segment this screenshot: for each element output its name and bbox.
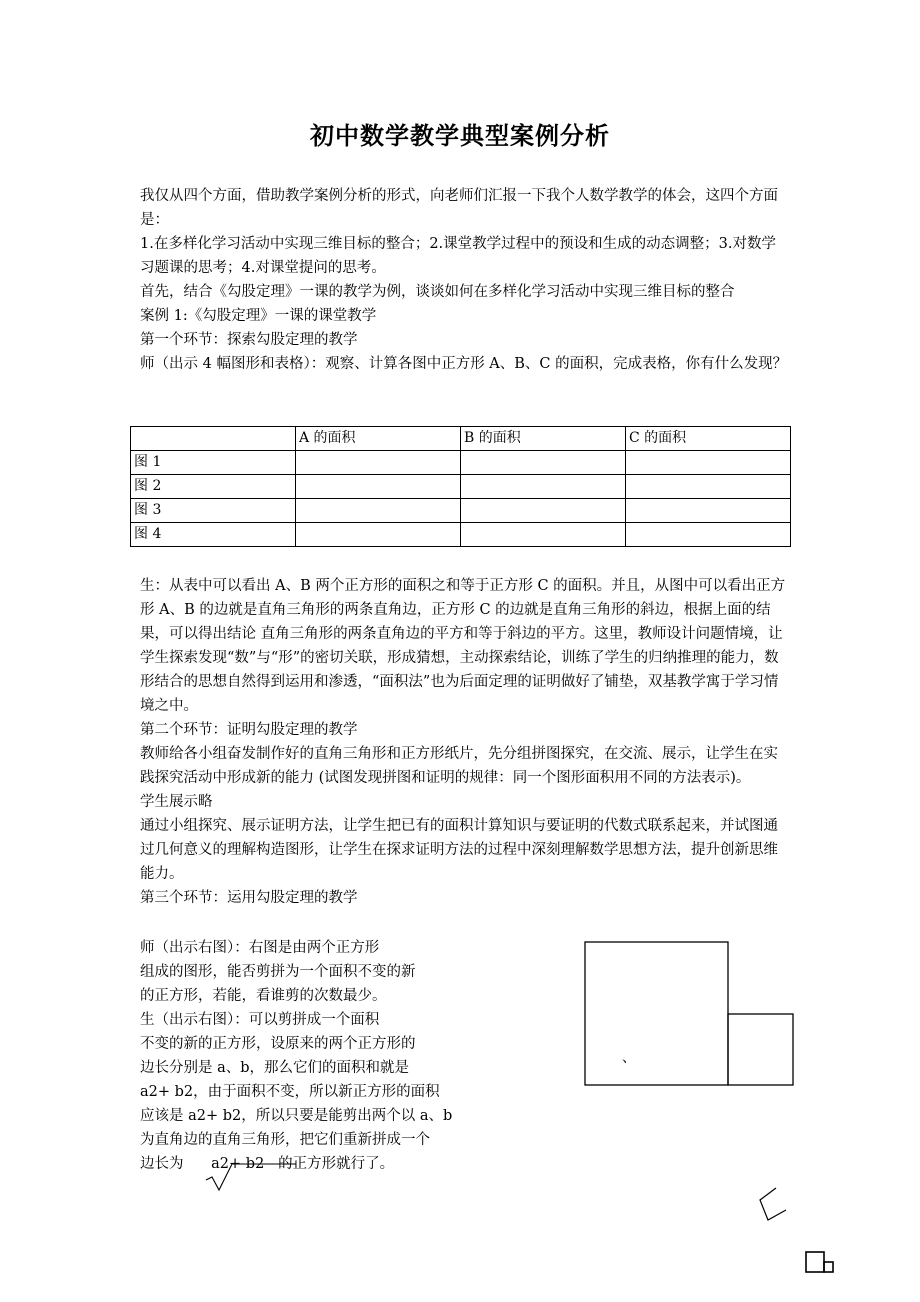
text-line: 组成的图形，能否剪拼为一个面积不变的新 <box>140 964 416 980</box>
small-box-shape <box>824 1262 833 1272</box>
text-line: 应该是 a2+ b2，所以只要是能剪出两个以 a、b <box>140 1108 453 1124</box>
section-heading: 第二个环节：证明勾股定理的教学 <box>140 722 358 738</box>
paragraph: 教师给各小组奋发制作好的直角三角形和正方形纸片，先分组拼图探究，在交流、展示，让学生在实践探究活动中形成新的能力 (试图发现拼图和证明的规律：同一个图形面积用不同的方法表示)。 <box>140 746 778 786</box>
text-line: 生（出示右图）：可以剪拼成一个面积 <box>140 1012 380 1028</box>
paragraph: 师（出示 4 幅图形和表格）：观察、计算各图中正方形 A、B、C 的面积，完成表格，你有什么发现？ <box>140 356 788 372</box>
page-title: 初中数学教学典型案例分析 <box>310 122 610 150</box>
paragraph: 通过小组探究、展示证明方法，让学生把已有的面积计算知识与要证明的代数式联系起来，并试图通过几何意义的理解构造图形，让学生在探求证明方法的过程中深刻理解数学思想方法，提升创新思维能力。 <box>140 818 778 882</box>
small-square-shape <box>728 1014 793 1085</box>
paragraph: 我仅从四个方面，借助教学案例分析的形式，向老师们汇报一下我个人数学教学的体会，这四个方面是： <box>140 188 778 228</box>
section-heading: 第一个环节：探索勾股定理的教学 <box>140 332 358 348</box>
table-header-cell: C 的面积 <box>626 427 791 451</box>
text-line: 师（出示右图）：右图是由两个正方形 <box>140 940 380 956</box>
case-heading: 案例 1:《勾股定理》一课的课堂教学 <box>140 308 377 324</box>
text-line: 为直角边的直角三角形，把它们重新拼成一个 <box>140 1132 430 1148</box>
table-cell: 图 2 <box>131 475 296 499</box>
table-cell: 图 4 <box>131 523 296 547</box>
paragraph: 首先，结合《勾股定理》一课的教学为例，谈谈如何在多样化学习活动中实现三维目标的整合 <box>140 284 735 300</box>
paragraph: 1.在多样化学习活动中实现三维目标的整合；2.课堂教学过程中的预设和生成的动态调整；3.对数学习题课的思考；4.对课堂提问的思考。 <box>140 236 776 276</box>
large-square-shape <box>585 942 728 1085</box>
section-heading: 第三个环节：运用勾股定理的教学 <box>140 890 358 906</box>
figure-mark: 、 <box>622 1050 636 1066</box>
paragraph: 学生展示略 <box>140 794 213 810</box>
table-header-cell: B 的面积 <box>461 427 626 451</box>
small-box-shape <box>806 1252 824 1272</box>
table-cell: 图 3 <box>131 499 296 523</box>
corner-mark-shape <box>760 1188 786 1220</box>
table-header-cell: A 的面积 <box>296 427 461 451</box>
text-line: 不变的新的正方形，设原来的两个正方形的 <box>140 1036 416 1052</box>
table-cell: 图 1 <box>131 451 296 475</box>
paragraph: 生：从表中可以看出 A、B 两个正方形的面积之和等于正方形 C 的面积。并且，从图中可以看出正方形 A、B 的边就是直角三角形的两条直角边，正方形 C 的边就是直角三角形的斜边，根据上面的结果，可以得出结论 直角三角形的两条直角边的平方和等于斜边的平方。这里，教师设计问题情境，让学生探索发现“数”与“形”的密切关联，形成猜想，主动探索结论，训练了学生的归纳推理的能力，数形结合的思想自然得到运用和渗透，“面积法”也为后面定理的证明做好了铺垫，双基教学寓于学习情境之中。 <box>140 578 786 714</box>
text-line: 边长为 a2+ b2 的正方形就行了。 <box>140 1156 395 1172</box>
radical-sign <box>206 1164 296 1190</box>
text-line: a2+ b2，由于面积不变，所以新正方形的面积 <box>140 1084 440 1100</box>
text-line: 的正方形，若能，看谁剪的次数最少。 <box>140 988 387 1004</box>
text-line: 边长分别是 a、b，那么它们的面积和就是 <box>140 1060 410 1076</box>
